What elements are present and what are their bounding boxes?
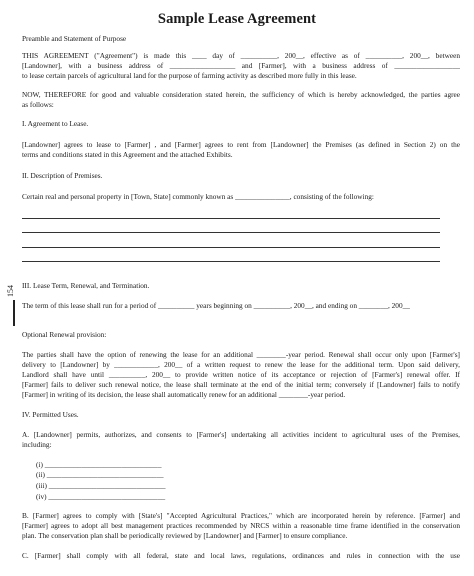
premises-blank-line [22, 232, 440, 233]
text-line-l19: [Farmer] in writing of its decision, the lease shall automatically renew for an additional ________-year period. [22, 390, 346, 399]
text-line-l06: as follows: [22, 100, 54, 109]
text-line-l16: delivery to [Landowner] by ____________, 200__ of a written request to renew the lease for the additional term. Upon said delivery, [22, 360, 460, 369]
text-line-l17: Landlord shall have until __________, 200__ to provide written notice of its acceptance or rejection of [Farmer's] renewal offer. If [22, 370, 460, 379]
text-line-l18: [Farmer] fails to deliver such renewal notice, the lease shall terminate at the end of the initial term; conversely if [Landowner] fails to notify [22, 380, 460, 389]
text-line-l28: [Farmer] agrees to adopt all best management practices recommended by NRCS within a reasonable time frame identified in the conservation [22, 521, 460, 530]
text-line-l10: II. Description of Premises. [22, 171, 103, 180]
text-line-l07: I. Agreement to Lease. [22, 119, 89, 128]
premises-blank-line [22, 247, 440, 248]
text-line-l25: (iii) ________________________________ [36, 481, 166, 490]
text-line-l03: [Landowner], with a business address of __________________ and [Farmer], with a business address of __________________ [22, 61, 460, 70]
text-line-l08: [Landowner] agrees to lease to [Farmer] , and [Farmer] agrees to rent from [Landowner] the Premises (as defined in Section 2) on the [22, 140, 460, 149]
premises-blank-line [22, 218, 440, 219]
document-title: Sample Lease Agreement [157, 11, 317, 27]
text-line-l04: to lease certain parcels of agricultural land for the purpose of farming activity as described more fully in this lease. [22, 71, 357, 80]
text-line-l02: THIS AGREEMENT ("Agreement") is made this ____ day of __________, 200__, effective as of __________, 200__, between [22, 51, 460, 60]
text-line-l14: Optional Renewal provision: [22, 330, 107, 339]
text-line-l13: The term of this lease shall run for a period of __________ years beginning on __________, 200__, and ending on ________, 200__ [22, 301, 410, 310]
premises-blank-line [22, 261, 440, 262]
text-line-l27: B. [Farmer] agrees to comply with [State's] "Accepted Agricultural Practices," which are incorporated herein by reference. [Farmer] and [22, 511, 460, 520]
text-line-l15: The parties shall have the option of renewing the lease for an additional ________-year period. Renewal shall occur only upon [Farmer's] [22, 350, 460, 359]
text-line-l21: A. [Landowner] permits, authorizes, and consents to [Farmer's] undertaking all activities incident to agricultural uses of the Premises, [22, 430, 460, 439]
text-line-l30: C. [Farmer] shall comply with all federal, state and local laws, regulations, ordinances and rules in connection with the use [22, 551, 460, 560]
text-line-l23: (i) ________________________________ [36, 460, 162, 469]
text-line-l05: NOW, THEREFORE for good and valuable consideration stated herein, the sufficiency of which is hereby acknowledged, the parties agree [22, 90, 460, 99]
text-line-l22: including: [22, 440, 52, 449]
side-page-number: 154 [6, 285, 15, 297]
side-margin-rule [13, 300, 15, 326]
text-line-l09: terms and conditions stated in this Agreement and the attached Exhibits. [22, 150, 233, 159]
text-line-l20: IV. Permitted Uses. [22, 410, 79, 419]
text-line-l11: Certain real and personal property in [Town, State] commonly known as _______________, consisting of the following: [22, 192, 374, 201]
text-line-l24: (ii) ________________________________ [36, 470, 164, 479]
text-line-l12: III. Lease Term, Renewal, and Termination. [22, 281, 150, 290]
text-line-l29: plan. The conservation plan shall be periodically reviewed by [Landowner] and [Farmer] to ensure compliance. [22, 531, 348, 540]
text-line-l01: Preamble and Statement of Purpose [22, 34, 127, 43]
text-line-l26: (iv) ________________________________ [36, 492, 166, 501]
